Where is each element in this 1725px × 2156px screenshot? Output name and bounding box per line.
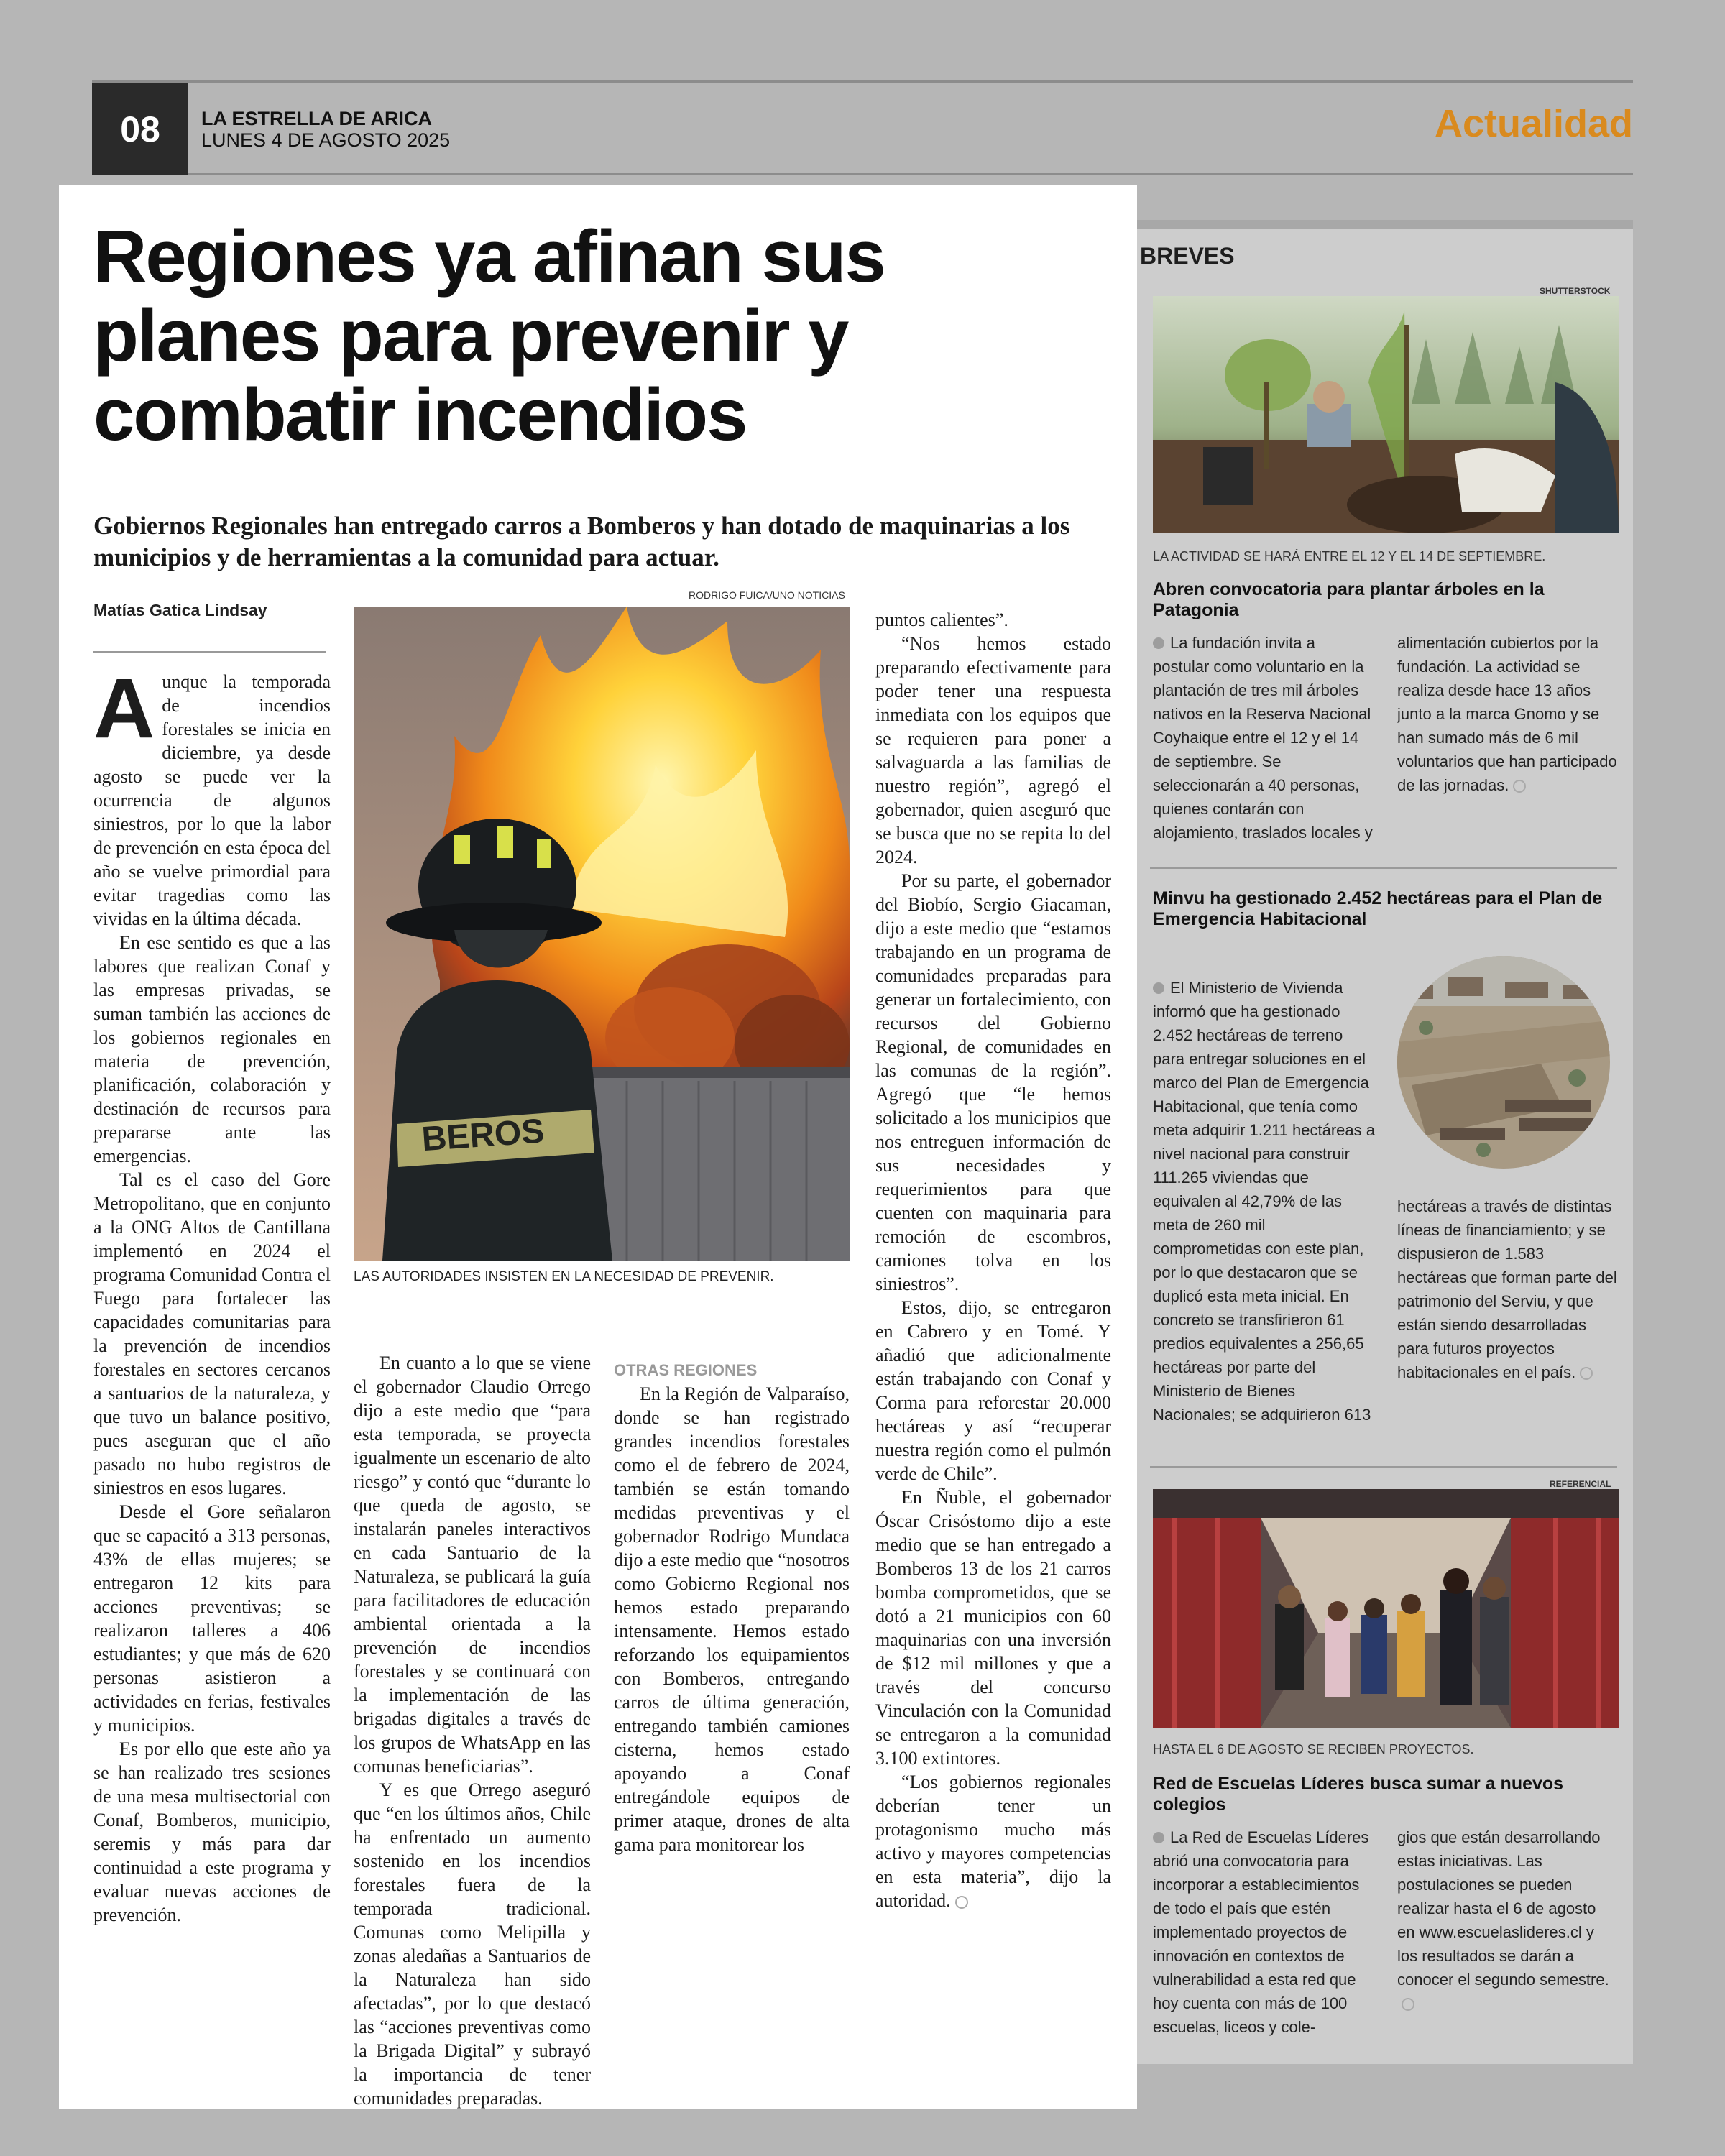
breve-1-photo-credit: SHUTTERSTOCK bbox=[1540, 286, 1611, 296]
page-number: 08 bbox=[92, 83, 188, 175]
breve-3-caption: HASTA EL 6 DE AGOSTO SE RECIBEN PROYECTOS. bbox=[1153, 1742, 1474, 1756]
end-mark-icon bbox=[1513, 780, 1526, 793]
photo-caption: LAS AUTORIDADES INSISTEN EN LA NECESIDAD DE PREVENIR. bbox=[354, 1269, 774, 1284]
breve-1-caption: LA ACTIVIDAD SE HARÁ ENTRE EL 12 Y EL 14 DE SEPTIEMBRE. bbox=[1153, 549, 1546, 563]
drop-cap: A bbox=[93, 661, 155, 756]
article-headline: Regiones ya afinan sus planes para prevenir y combatir incendios bbox=[93, 215, 885, 456]
breve-3-text-b: gios que están desarrollando estas iniciativas. Las postulaciones se pueden realizar hasta el 6 de agosto en www.escuelaslideres.cl y los resultados se darán a conocer el segundo semestre. bbox=[1397, 1825, 1617, 2015]
article-deck: Gobiernos Regionales han entregado carros a Bomberos y han dotado de maquinarias a los municipios y de herramientas a la comunidad para actuar. bbox=[93, 512, 1070, 571]
article-paragraph: Aunque la temporada de incendios forestales se inicia en diciembre, ya desde agosto se puede ver la ocurrencia de algunos siniestros, por lo que la labor de prevención en esta época del año se vuelve primordial para evitar tragedias como las vividas en la última década. bbox=[93, 661, 331, 929]
bullet-icon bbox=[1153, 637, 1164, 649]
publication-name: LA ESTRELLA DE ARICA bbox=[201, 108, 432, 129]
article-paragraph: En la Región de Valparaíso, donde se han registrado grandes incendios forestales como el de febrero de 2024, también se están tomando medidas preventivas y el gobernador Rodrigo Mundaca dijo a este medio que “nosotros como Gobierno Regional nos hemos estado preparando intensamente. Hemos estado reforzando los equipamientos con Bomberos, entregando carros de última generación, entregando también camiones cisterna, hemos estado apoyando a Conaf entregándole equipos de primer ataque, drones de alta gama para monitorear los bbox=[614, 1383, 850, 1855]
breve-1-headline: Abren convocatoria para plantar árboles en la Patagonia bbox=[1153, 579, 1545, 620]
breve-1-photo bbox=[1153, 296, 1619, 533]
bullet-icon bbox=[1153, 982, 1164, 994]
article-column-3 bbox=[614, 1353, 850, 1856]
breve-divider bbox=[1150, 1466, 1617, 1468]
article-paragraph: En Ñuble, el gobernador Óscar Crisóstomo dijo a este medio que se han entregado a Bomberos 13 de los 21 carros bomba comprometidos, que se dotó a 21 municipios con 60 maquinarias con una inversión de $12 mil millones y que a través del concurso Vinculación con la Comunidad se entregaron a la comunidad 3.100 extintores. bbox=[875, 1487, 1111, 1769]
publication-date: LUNES 4 DE AGOSTO 2025 bbox=[201, 129, 451, 151]
breve-2-headline: Minvu ha gestionado 2.452 hectáreas para el Plan de Emergencia Habitacional bbox=[1153, 888, 1603, 929]
article-paragraph: “Los gobiernos regionales deberían tener un protagonismo mucho más activo y mayores competencias en esta materia”, dijo la autoridad. bbox=[875, 1772, 1111, 1911]
article-paragraph: “Nos hemos estado preparando efectivamente para poder tener una respuesta inmediata con los equipos que se requieren para poner a salvaguarda a las familias de nuestro región”, agregó el gobernador, quien aseguró que se busca que no se repita lo del 2024. bbox=[875, 633, 1111, 867]
article-byline: Matías Gatica Lindsay bbox=[93, 601, 267, 619]
main-article bbox=[59, 185, 1137, 2109]
article-paragraph: Es por ello que este año ya se han realizado tres sesiones de una mesa multisectorial con Conaf, Bomberos, municipio, seremis y más para dar continuidad a este programa y evaluar nuevas acciones de prevención. bbox=[93, 1738, 331, 1925]
section-label: Actualidad bbox=[1434, 102, 1633, 145]
end-mark-icon bbox=[1402, 1998, 1414, 2011]
article-column-2 bbox=[354, 1351, 591, 2110]
article-paragraph: Por su parte, el gobernador del Biobío, Sergio Giacaman, dijo a este medio que “estamos trabajando en un programa de comunidades preparadas para generar un fortalecimiento, con recursos del Gobierno Regional, de comunidades en las comunas de la región”. Agregó que “le hemos solicitado a los municipios que nos entreguen información de sus necesidades y requerimientos para que cuenten con maquinaria para remoción de escombros, camiones tolva en los siniestros”. bbox=[875, 870, 1111, 1294]
breve-3-text-a: La Red de Escuelas Líderes abrió una convocatoria para incorporar a establecimientos de todo el país que estén implementado proyectos de innovación en contextos de vulnerabilidad a esta red que hoy cuenta con más de 100 escuelas, liceos y cole- bbox=[1153, 1828, 1369, 2036]
byline-divider bbox=[93, 651, 326, 653]
end-mark-icon bbox=[955, 1896, 968, 1909]
page-header bbox=[92, 80, 1633, 175]
article-paragraph: Estos, dijo, se entregaron en Cabrero y en Tomé. Y añadió que adicionalmente están trabajando con Conaf y Corma para reforestar 20.000 hectáreas y así “recuperar nuestra región como el pulmón verde de Chile”. bbox=[875, 1297, 1111, 1484]
school-hallway-image bbox=[1153, 1489, 1619, 1728]
aerial-land-image bbox=[1397, 956, 1610, 1169]
article-paragraph: Desde el Gore señalaron que se capacitó a 313 personas, 43% de ellas mujeres; se entregaron 12 kits para acciones preventivas; se realizaron talleres a 406 estudiantes; y que más de 620 personas asistieron a actividades en ferias, festivales y municipios. bbox=[93, 1501, 331, 1736]
firefighter-fire-image bbox=[354, 607, 850, 1261]
breve-3-photo-credit: REFERENCIAL bbox=[1550, 1479, 1611, 1489]
end-mark-icon bbox=[1580, 1367, 1593, 1380]
photo-credit: RODRIGO FUICA/UNO NOTICIAS bbox=[689, 589, 845, 601]
helmet-text: BEROS bbox=[420, 1112, 546, 1159]
article-paragraph: Tal es el caso del Gore Metropolitano, que en conjunto a la ONG Altos de Cantillana implementó en 2024 el programa Comunidad Contra el Fuego para fortalecer las capacidades comunitarias para la prevención de incendios forestales en sectores cercanos a santuarios de la naturaleza, y que tuvo un balance positivo, pues aseguran que el año pasado no hubo registros de siniestros en esos lugares. bbox=[93, 1169, 331, 1498]
firefighter-photo bbox=[354, 607, 850, 1261]
breve-divider bbox=[1150, 867, 1617, 869]
breve-2-text-b: hectáreas a través de distintas líneas de financiamiento; y se dispusieron de 1.583 hectáreas que forman parte del patrimonio del Serviu, y que están siendo desarrolladas para futuros proyectos habitacionales en el país. bbox=[1397, 1197, 1617, 1381]
article-column-1 bbox=[93, 661, 331, 1927]
tree-planting-image bbox=[1153, 296, 1619, 533]
breves-title: BREVES bbox=[1140, 243, 1235, 269]
subhead-otras-regiones: OTRAS REGIONES bbox=[614, 1361, 758, 1379]
article-paragraph: En ese sentido es que a las labores que realizan Conaf y las empresas privadas, se suman también las acciones de los gobiernos regionales en materia de prevención, planificación, colaboración y destinación de recursos para prepararse ante las emergencias. bbox=[93, 932, 331, 1166]
breves-sidebar bbox=[1137, 220, 1633, 2064]
breve-2-photo bbox=[1397, 956, 1610, 1169]
breve-2-text-a: El Ministerio de Vivienda informó que ha gestionado 2.452 hectáreas de terreno para entregar soluciones en el marco del Plan de Emergencia Habitacional, que tenía como meta adquirir 1.211 hectáreas a nivel nacional para construir 111.265 viviendas que equivalen al 42,79% de las meta de 260 mil comprometidas con este plan, por lo que destacaron que se duplicó esta meta inicial. En concreto se transfirieron 61 predios equivalentes a 256,65 hectáreas por parte del Ministerio de Bienes Nacionales; se adquirieron 613 bbox=[1153, 979, 1375, 1424]
article-column-4 bbox=[875, 608, 1111, 1912]
article-paragraph: puntos calientes”. bbox=[875, 609, 1008, 630]
bullet-icon bbox=[1153, 1832, 1164, 1843]
breve-1-text-a: La fundación invita a postular como voluntario en la plantación de tres mil árboles nativos en la Reserva Nacional Coyhaique entre el 12 y el 14 de septiembre. Se seleccionarán a 40 personas, quienes contarán con alojamiento, traslados locales y bbox=[1153, 634, 1373, 842]
article-paragraph: En cuanto a lo que se viene el gobernador Claudio Orrego dijo a este medio que “para esta temporada, se proyecta igualmente un escenario de alto riesgo” y contó que “durante lo que queda de agosto, se instalarán paneles interactivos en cada Santuario de la Naturaleza, se publicará la guía para facilitadores de educación ambiental orientada a la prevención de incendios forestales y se continuará con la implementación de las brigadas digitales a través de los grupos de WhatsApp en las comunas beneficiarias”. bbox=[354, 1353, 591, 1777]
breve-3-headline: Red de Escuelas Líderes busca sumar a nuevos colegios bbox=[1153, 1774, 1564, 1815]
breve-1-text-b: alimentación cubiertos por la fundación. La actividad se realiza desde hace 13 años junto a la marca Gnomo y se han sumado más de 6 mil voluntarios que han participado de las jornadas. bbox=[1397, 634, 1617, 794]
article-paragraph: Y es que Orrego aseguró que “en los últimos años, Chile ha enfrentado un aumento sostenido en los incendios forestales fuera de la temporada tradicional. Comunas como Melipilla y zonas aledañas a Santuarios de la Naturaleza han sido afectadas”, por lo que destacó las “acciones preventivas como la Brigada Digital” y subrayó la importancia de tener comunidades preparadas. bbox=[354, 1779, 591, 2109]
breve-3-photo bbox=[1153, 1489, 1619, 1728]
